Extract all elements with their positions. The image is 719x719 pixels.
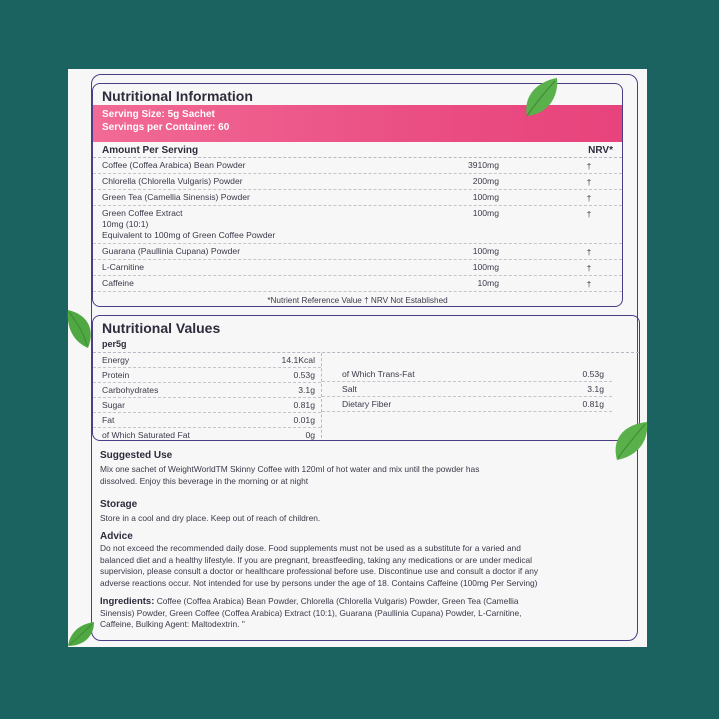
ingredients-line-text: Coffee (Coffea Arabica) Bean Powder, Chlorella (Chlorella Vulgaris) Powder, Green Tea (Camellia bbox=[156, 596, 519, 606]
label-card bbox=[68, 69, 647, 647]
nutrient-row bbox=[93, 383, 321, 398]
nutrient-name: Carbohydrates bbox=[102, 385, 159, 395]
nutrient-name: Salt bbox=[342, 384, 357, 394]
ingredient-amount: 10mg bbox=[477, 278, 499, 288]
ingredient-row bbox=[93, 190, 622, 206]
leaf-icon bbox=[609, 418, 649, 464]
servings-per-container bbox=[102, 121, 613, 134]
nutritional-values-grid bbox=[93, 353, 639, 441]
ingredient-row bbox=[93, 174, 622, 190]
advice-text bbox=[100, 543, 620, 589]
nutritional-information-title: Nutritional Information bbox=[102, 88, 253, 104]
nutrient-row bbox=[322, 397, 612, 412]
ingredients-heading: Ingredients: bbox=[100, 596, 155, 607]
leaf-icon bbox=[66, 620, 96, 648]
ingredient-name: Green Tea (Camellia Sinensis) Powder bbox=[102, 192, 250, 202]
ingredient-nrv: † bbox=[586, 161, 592, 171]
advice-section bbox=[100, 531, 620, 589]
suggested-use-heading: Suggested Use bbox=[100, 450, 173, 461]
nutrient-value: 0.01g bbox=[293, 415, 315, 425]
ingredient-row bbox=[93, 158, 622, 174]
nutrient-name: Sugar bbox=[102, 400, 125, 410]
advice-line: adverse reactions occur. Not intended for use by persons under the age of 18. Contains Caffeine (100mg Per Serving) bbox=[100, 577, 538, 588]
ingredient-row bbox=[93, 260, 622, 276]
nutrient-row bbox=[93, 353, 321, 368]
nutrient-name: of Which Trans-Fat bbox=[342, 369, 415, 379]
ingredient-name: L-Carnitine bbox=[102, 262, 145, 272]
ingredient-name: Guarana (Paullinia Cupana) Powder bbox=[102, 246, 241, 256]
leaf-icon bbox=[66, 306, 96, 350]
nutrient-value: 14.1Kcal bbox=[281, 355, 315, 365]
ingredient-nrv: † bbox=[586, 247, 592, 257]
suggested-use-text bbox=[100, 464, 620, 487]
nutritional-values-right-column bbox=[322, 353, 612, 441]
nutrient-value: 3.1g bbox=[298, 385, 315, 395]
ingredients-line bbox=[100, 596, 620, 608]
ingredient-amount: 100mg bbox=[472, 262, 499, 272]
storage-heading: Storage bbox=[100, 499, 138, 510]
ingredient-name: Coffee (Coffea Arabica) Bean Powder bbox=[102, 160, 246, 170]
nutrient-name: Protein bbox=[102, 370, 130, 380]
servings-value: 60 bbox=[218, 122, 230, 133]
nutrient-row bbox=[93, 428, 321, 441]
nrv-footnote: *Nutrient Reference Value † NRV Not Established bbox=[267, 296, 448, 305]
nutrient-value: 0.81g bbox=[582, 399, 604, 409]
ingredients-line: Sinensis) Powder, Green Coffee (Coffea Arabica) Extract (10:1), Guarana (Paullinia Cupana) Powder, L-Carnitine, bbox=[100, 607, 522, 618]
storage-text bbox=[100, 513, 620, 525]
nutrient-name: Fat bbox=[102, 415, 115, 425]
servings-label: Servings per Container: bbox=[102, 122, 216, 133]
nutritional-values-left-column bbox=[93, 353, 322, 441]
storage-line: Store in a cool and dry place. Keep out of reach of children. bbox=[100, 513, 321, 523]
suggested-use-section bbox=[100, 450, 620, 487]
nutrient-value: 3.1g bbox=[587, 384, 604, 394]
ingredient-amount: 100mg bbox=[472, 192, 499, 202]
suggested-use-line: Mix one sachet of WeightWorldTM Skinny Coffee with 120ml of hot water and mix until the powder has bbox=[100, 464, 480, 474]
ingredient-rows bbox=[93, 158, 622, 292]
serving-size-value: 5g Sachet bbox=[167, 109, 215, 120]
nutrient-name: Energy bbox=[102, 355, 130, 365]
ingredient-amount: 200mg bbox=[472, 176, 499, 186]
nutrient-value: 0.53g bbox=[582, 369, 604, 379]
ingredient-name: Caffeine bbox=[102, 278, 134, 288]
nutrient-row bbox=[322, 382, 612, 397]
ingredient-name: Chlorella (Chlorella Vulgaris) Powder bbox=[102, 176, 243, 186]
nutrient-name: Dietary Fiber bbox=[342, 399, 392, 409]
ingredient-nrv: † bbox=[586, 193, 592, 203]
per-serving-label: per5g bbox=[93, 337, 639, 353]
suggested-use-line: dissolved. Enjoy this beverage in the morning or at night bbox=[100, 475, 309, 486]
storage-section bbox=[100, 499, 620, 525]
nutrient-value: 0.53g bbox=[293, 370, 315, 380]
nutrient-value: 0g bbox=[305, 430, 315, 440]
nutrient-row bbox=[322, 367, 612, 382]
leaf-icon bbox=[521, 76, 561, 120]
ingredient-row bbox=[93, 276, 622, 292]
ingredient-name: Equivalent to 100mg of Green Coffee Powder bbox=[102, 230, 276, 240]
ingredient-name: Green Coffee Extract bbox=[102, 208, 183, 218]
ingredient-amount: 100mg bbox=[472, 208, 499, 218]
serving-size-label: Serving Size: bbox=[102, 109, 165, 120]
nutrient-row bbox=[93, 398, 321, 413]
ingredient-row bbox=[93, 244, 622, 260]
ingredient-nrv: † bbox=[586, 177, 592, 187]
advice-line: Do not exceed the recommended daily dose. Food supplements must not be used as a substitute for a varied and bbox=[100, 543, 521, 553]
ingredients-text bbox=[100, 596, 620, 631]
ingredient-nrv: † bbox=[586, 209, 592, 219]
nutrient-name: of Which Saturated Fat bbox=[102, 430, 190, 440]
nrv-header: NRV* bbox=[588, 145, 613, 156]
ingredient-amount: 3910mg bbox=[467, 160, 499, 170]
nutrient-row bbox=[93, 413, 321, 428]
ingredient-row bbox=[93, 206, 622, 244]
ingredients-section bbox=[100, 596, 620, 631]
ingredients-line: Caffeine, Bulking Agent: Maltodextrin. " bbox=[100, 619, 245, 629]
advice-line: supervision, please consult a doctor or healthcare professional before use. Discontinue use and consult a doctor if any bbox=[100, 566, 539, 576]
ingredient-nrv: † bbox=[586, 263, 592, 273]
advice-heading: Advice bbox=[100, 531, 133, 542]
nutrient-row bbox=[93, 368, 321, 383]
ingredient-amount: 100mg bbox=[472, 246, 499, 256]
ingredient-name: 10mg (10:1) bbox=[102, 219, 149, 229]
advice-line: balanced diet and a healthy lifestyle. If you are pregnant, breastfeeding, taking any medications or are under medical bbox=[100, 554, 533, 565]
amount-per-serving-header: Amount Per Serving bbox=[102, 145, 199, 156]
ingredient-nrv: † bbox=[586, 279, 592, 289]
nutrient-value: 0.81g bbox=[293, 400, 315, 410]
nutritional-values-panel bbox=[92, 315, 640, 441]
nutritional-values-title: Nutritional Values bbox=[102, 320, 221, 336]
amount-header-row bbox=[93, 142, 622, 158]
